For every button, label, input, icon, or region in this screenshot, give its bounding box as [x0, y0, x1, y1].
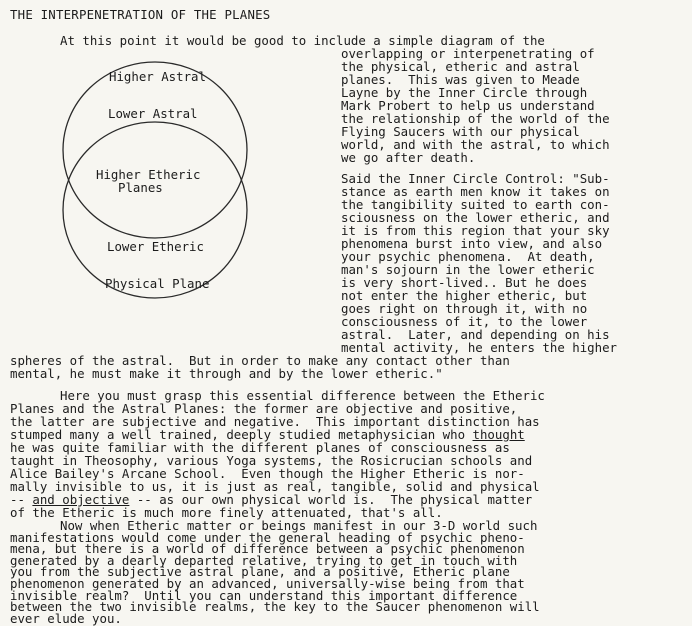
para1-line: the relationship of the world of the: [341, 111, 610, 126]
para3-line: mally invisible to us, it is just as real, tangible, solid and physical: [10, 479, 540, 494]
etheric-circle: [63, 122, 247, 298]
para4-line: invisible realm? Until you can understand this important difference: [10, 587, 518, 603]
label-lower-etheric: Lower Etheric: [107, 239, 204, 254]
para2-line: stance as earth men know it takes on: [341, 184, 610, 199]
para3-line: Here you must grasp this essential difference between the Etheric: [60, 388, 545, 403]
para3-line: Alice Bailey's Arcane School. Even though the Higher Etheric is nor-: [10, 466, 525, 481]
para4-line: you from the subjective astral plane, and a positive, Etheric plane: [10, 564, 510, 580]
para2-line: goes right on through it, with no: [341, 301, 588, 316]
para2-line: consciousness of it, to the lower: [341, 314, 588, 329]
para2-line: not enter the higher etheric, but: [341, 288, 588, 303]
para2-line: Said the Inner Circle Control: "Sub-: [341, 171, 610, 186]
para2-line: astral. Later, and depending on his: [341, 327, 610, 342]
para4-line: Now when Etheric matter or beings manifest in our 3-D world such: [60, 518, 538, 533]
para2-line: is very short-lived.. But he does: [341, 275, 588, 290]
para2-line: your psychic phenomena. At death,: [341, 249, 595, 264]
emphasis-and-objective: and objective: [32, 492, 130, 507]
para2-line: phenomena burst into view, and also: [341, 236, 603, 251]
label-higher-astral: Higher Astral: [109, 69, 206, 84]
label-higher-etheric: Higher Etheric: [96, 167, 201, 182]
para2-line: sciousness on the lower etheric, and: [341, 210, 610, 225]
para3-line: Planes and the Astral Planes: the former are objective and positive,: [10, 401, 518, 416]
para1-line: we go after death.: [341, 150, 476, 165]
para4-line: between the two invisible realms, the key to the Saucer phenomenon will: [10, 599, 540, 615]
emphasis-thought: thought: [472, 427, 525, 442]
para3-text: --: [10, 492, 33, 507]
para2-line: mental, he must make it through and by the lower etheric.": [10, 366, 443, 381]
para2-line: man's sojourn in the lower etheric: [341, 262, 595, 277]
para2-line: it is from this region that your sky: [341, 223, 610, 238]
para3-line: he was quite familiar with the different planes of consciousness as: [10, 440, 510, 455]
para3-text: stumped many a well trained, deeply studied metaphysician who: [10, 427, 473, 442]
para1-line: planes. This was given to Meade: [341, 72, 580, 87]
para1-line: Layne by the Inner Circle through: [341, 85, 588, 100]
astral-circle: [63, 62, 247, 238]
para1-line: Flying Saucers with our physical: [341, 124, 580, 139]
para3-line: taught in Theosophy, various Yoga systems, the Rosicrucian schools and: [10, 453, 533, 468]
para1-line: At this point it would be good to include a simple diagram of the: [60, 33, 545, 48]
para4-line: manifestations would come under the general heading of psychic pheno-: [10, 529, 525, 545]
para1-line: overlapping or interpenetrating of: [341, 46, 595, 61]
page-title: THE INTERPENETRATION OF THE PLANES: [10, 7, 271, 22]
para3-line: the latter are subjective and negative. This important distinction has: [10, 414, 540, 429]
para1-line: Mark Probert to help us understand: [341, 98, 595, 113]
para1-line: world, and with the astral, to which: [341, 137, 610, 152]
para2-line: mental activity, he enters the higher: [341, 340, 618, 355]
para2-line: the tangibility suited to earth con-: [341, 197, 610, 212]
para4-line: ever elude you.: [10, 610, 122, 626]
para3-text: -- as our own physical world is. The physical matter: [129, 492, 533, 507]
para4-line: phenomenon generated by an advanced, universally-wise being from that: [10, 576, 525, 591]
para1-line: the physical, etheric and astral: [341, 59, 580, 74]
para4-line: generated by a dearly departed relative, trying to get in touch with: [10, 552, 518, 568]
label-lower-astral: Lower Astral: [108, 106, 198, 121]
label-higher-etheric-planes: Planes: [118, 180, 163, 195]
para2-line: spheres of the astral. But in order to make any contact other than: [10, 353, 510, 368]
label-physical-plane: Physical Plane: [105, 276, 210, 291]
para4-line: mena, but there is a world of difference between a psychic phenomenon: [10, 541, 525, 557]
para3-line: of the Etheric is much more finely attenuated, that's all.: [10, 505, 443, 520]
